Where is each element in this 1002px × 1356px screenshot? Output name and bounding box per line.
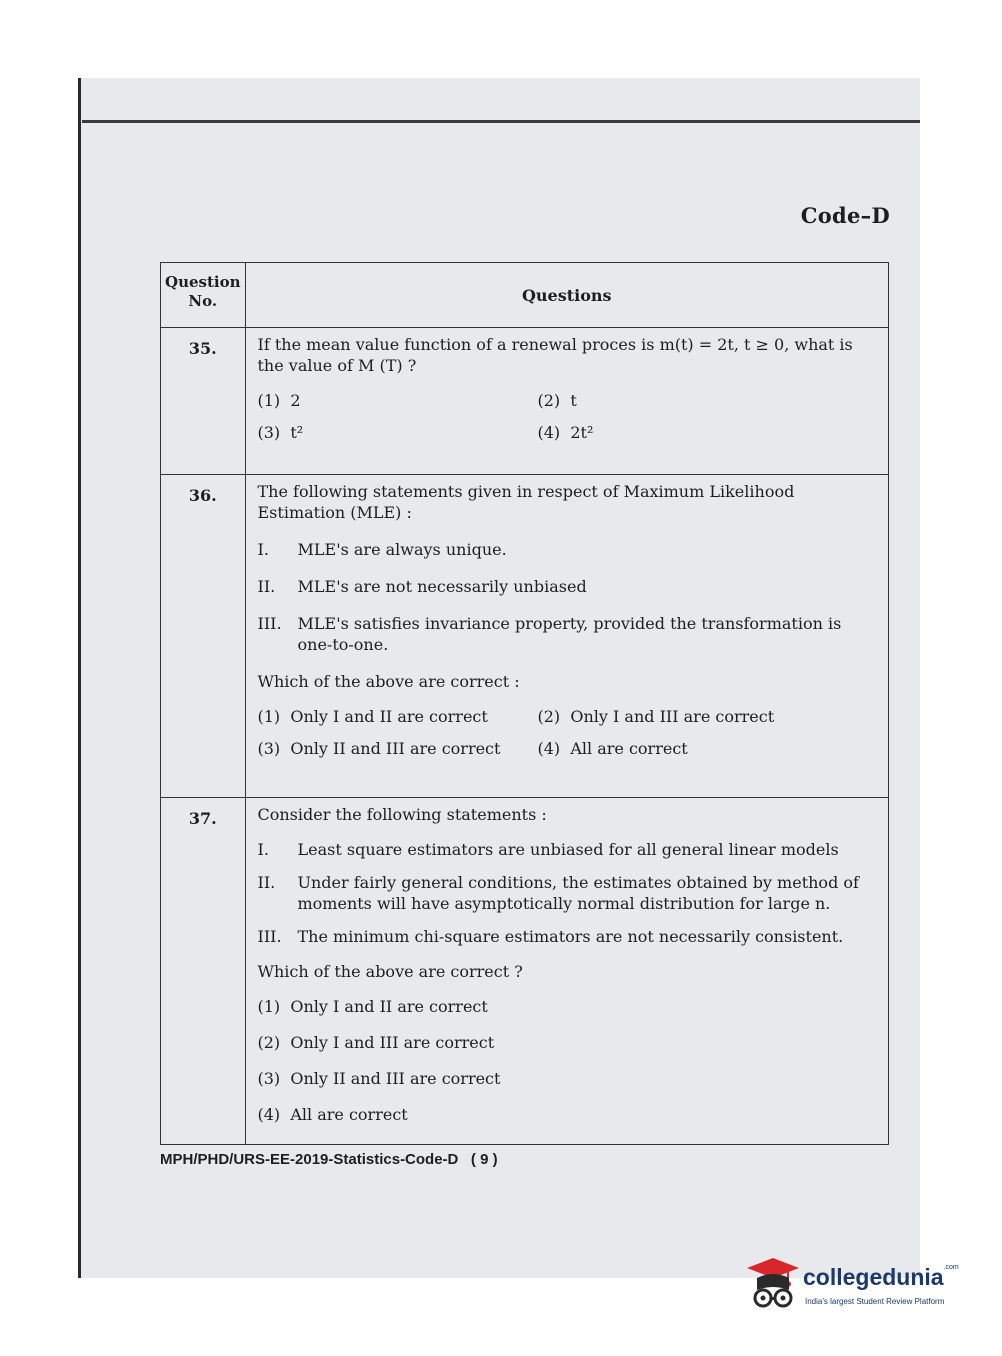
option: (4) All are correct bbox=[257, 1105, 408, 1124]
table-header-row bbox=[161, 263, 889, 328]
brand-name: collegedunia$^{.com}$ bbox=[803, 1264, 959, 1290]
statement: II. MLE's are not necessarily unbiased bbox=[257, 577, 587, 596]
option: (3) Only II and III are correct bbox=[257, 1069, 501, 1088]
mascot-icon bbox=[745, 1256, 801, 1316]
paper-code: Code–D bbox=[800, 203, 890, 228]
question-prompt: Which of the above are correct ? bbox=[257, 962, 523, 981]
statement: III. The minimum chi-square estimators are not necessarily consistent. bbox=[257, 927, 844, 946]
question-body bbox=[245, 475, 889, 798]
scan-edge-left bbox=[78, 78, 81, 1278]
page-footer bbox=[160, 1151, 498, 1168]
option: (3) Only II and III are correct bbox=[257, 739, 501, 758]
question-number: 35. bbox=[161, 328, 246, 475]
questions-header: Questions bbox=[245, 263, 889, 328]
question-no-header: Question No. bbox=[161, 263, 246, 328]
question-row-37 bbox=[161, 798, 889, 1145]
page-number: ( 9 ) bbox=[470, 1151, 498, 1168]
option: (2) Only I and III are correct bbox=[257, 1033, 495, 1052]
options bbox=[258, 706, 881, 759]
questions-table bbox=[160, 262, 889, 1145]
statement: I. Least square estimators are unbiased for all general linear models bbox=[257, 840, 839, 859]
scan-edge-top bbox=[82, 120, 920, 123]
collegedunia-logo bbox=[745, 1256, 975, 1316]
options bbox=[258, 996, 881, 1125]
statement: I. MLE's are always unique. bbox=[257, 540, 507, 559]
option: (3) t² bbox=[257, 423, 304, 442]
question-body bbox=[245, 798, 889, 1145]
option: (1) 2 bbox=[257, 391, 301, 410]
statement: III. MLE's satisfies invariance property, provided the transformation is one-to-one. bbox=[257, 614, 842, 654]
option: (2) Only I and III are correct bbox=[537, 707, 775, 726]
question-row-35 bbox=[161, 328, 889, 475]
question-number: 37. bbox=[161, 798, 246, 1145]
question-prompt: Which of the above are correct : bbox=[257, 672, 520, 691]
statement: II. Under fairly general conditions, the estimates obtained by method of moments will have asymptotically normal distribution for large n. bbox=[257, 873, 859, 913]
option: (1) Only I and II are correct bbox=[257, 707, 488, 726]
question-number: 36. bbox=[161, 475, 246, 798]
question-text: Consider the following statements : bbox=[257, 805, 547, 824]
question-text: The following statements given in respect of Maximum Likelihood Estimation (MLE) : bbox=[257, 482, 795, 522]
option: (4) 2t² bbox=[537, 423, 594, 442]
option: (1) Only I and II are correct bbox=[257, 997, 488, 1016]
question-text: If the mean value function of a renewal proces is m(t) = 2t, t ≥ 0, what is the value of M (T) ? bbox=[257, 335, 853, 375]
question-body bbox=[245, 328, 889, 475]
brand-tagline: India's largest Student Review Platform bbox=[805, 1297, 945, 1306]
footer-label: MPH/PHD/URS-EE-2019-Statistics-Code-D bbox=[160, 1151, 459, 1168]
options bbox=[258, 390, 881, 443]
option: (4) All are correct bbox=[537, 739, 688, 758]
option: (2) t bbox=[537, 391, 577, 410]
question-row-36 bbox=[161, 475, 889, 798]
